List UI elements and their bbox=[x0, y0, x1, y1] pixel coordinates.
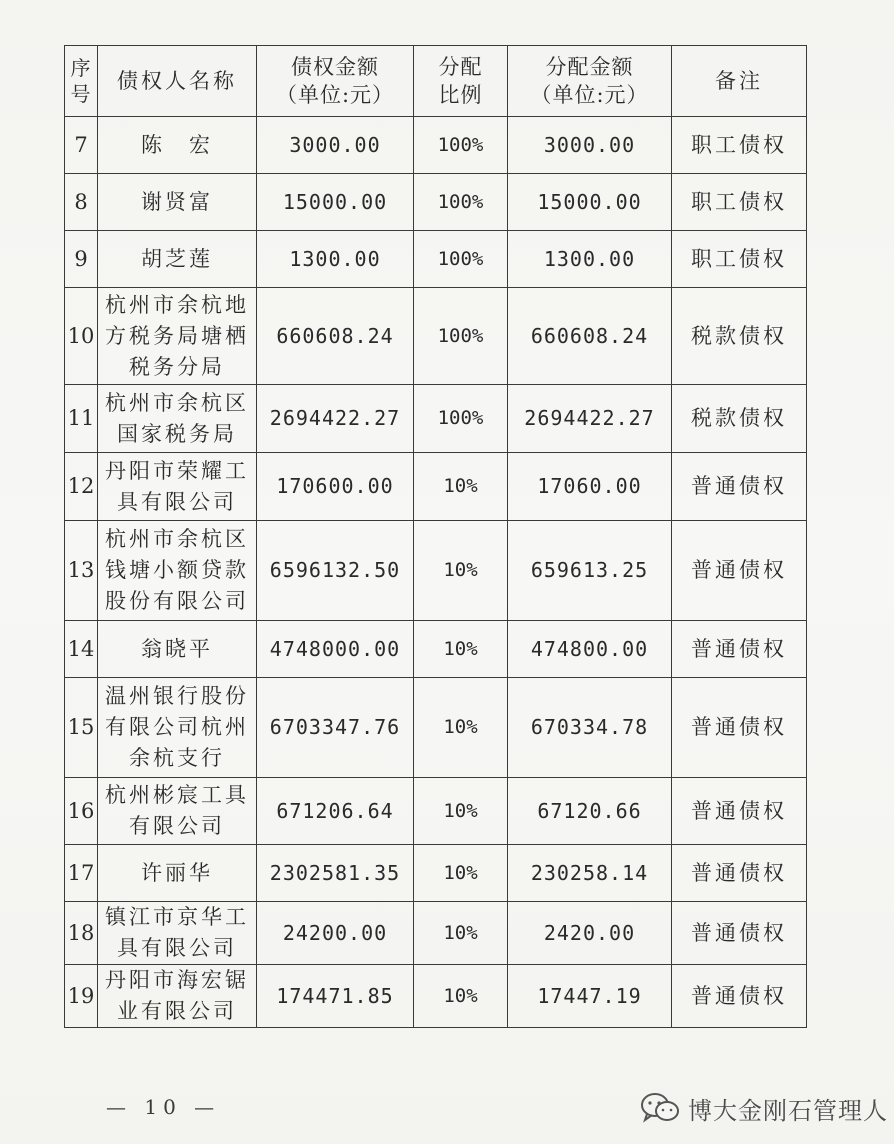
page-number: — 10 — bbox=[106, 1095, 221, 1119]
creditor-name-line: 方税务局塘栖 bbox=[105, 323, 249, 348]
row-seq: 8 bbox=[65, 174, 98, 231]
creditor-name-line: 杭州市余杭区 bbox=[105, 390, 249, 415]
row-note: 普通债权 bbox=[672, 778, 807, 845]
row-distributed-amount: 3000.00 bbox=[508, 117, 672, 174]
creditor-name-line: 杭州市余杭区 bbox=[105, 527, 249, 551]
row-creditor-name bbox=[98, 453, 257, 521]
header-claim-amount-line-2: （单位:元） bbox=[275, 83, 395, 107]
row-seq: 11 bbox=[65, 385, 98, 453]
row-creditor-name bbox=[98, 902, 257, 965]
table-row bbox=[65, 845, 807, 902]
row-seq: 17 bbox=[65, 845, 98, 902]
row-distributed-amount: 2694422.27 bbox=[508, 385, 672, 453]
row-note: 职工债权 bbox=[672, 117, 807, 174]
creditor-name-line: 钱塘小额贷款 bbox=[105, 558, 249, 582]
row-creditor-name bbox=[98, 521, 257, 621]
row-claim-amount: 660608.24 bbox=[257, 288, 414, 385]
header-creditor-name: 债权人名称 bbox=[98, 46, 257, 117]
row-distributed-amount: 659613.25 bbox=[508, 521, 672, 621]
creditor-name-line: 温州银行股份 bbox=[105, 684, 249, 708]
row-distributed-amount: 15000.00 bbox=[508, 174, 672, 231]
row-seq: 10 bbox=[65, 288, 98, 385]
table-row bbox=[65, 521, 807, 621]
creditor-name-line: 丹阳市海宏锯 bbox=[105, 968, 249, 992]
table-row bbox=[65, 621, 807, 678]
table-body bbox=[65, 117, 807, 1028]
row-note: 普通债权 bbox=[672, 678, 807, 778]
header-distributed-amount-line-1: 分配金额 bbox=[545, 55, 634, 79]
row-ratio: 10% bbox=[414, 621, 508, 678]
row-ratio: 10% bbox=[414, 845, 508, 902]
row-note: 税款债权 bbox=[672, 288, 807, 385]
row-claim-amount: 6703347.76 bbox=[257, 678, 414, 778]
header-seq-line-2: 号 bbox=[70, 82, 92, 106]
table-row bbox=[65, 117, 807, 174]
row-creditor-name bbox=[98, 965, 257, 1028]
row-seq: 12 bbox=[65, 453, 98, 521]
row-note: 职工债权 bbox=[672, 174, 807, 231]
row-claim-amount: 170600.00 bbox=[257, 453, 414, 521]
table-row bbox=[65, 385, 807, 453]
creditor-name-line: 杭州彬宸工具 bbox=[105, 783, 249, 807]
row-note: 普通债权 bbox=[672, 521, 807, 621]
row-distributed-amount: 670334.78 bbox=[508, 678, 672, 778]
row-seq: 19 bbox=[65, 965, 98, 1028]
creditor-distribution-table bbox=[64, 45, 807, 1028]
row-distributed-amount: 2420.00 bbox=[508, 902, 672, 965]
table-row bbox=[65, 453, 807, 521]
row-creditor-name bbox=[98, 117, 257, 174]
row-seq: 15 bbox=[65, 678, 98, 778]
creditor-name-line: 股份有限公司 bbox=[105, 589, 249, 613]
row-claim-amount: 671206.64 bbox=[257, 778, 414, 845]
row-claim-amount: 174471.85 bbox=[257, 965, 414, 1028]
creditor-name-line: 丹阳市荣耀工 bbox=[105, 458, 249, 483]
header-distributed-amount bbox=[508, 46, 672, 117]
creditor-name-line: 胡芝莲 bbox=[141, 246, 213, 271]
row-creditor-name bbox=[98, 385, 257, 453]
row-note: 税款债权 bbox=[672, 385, 807, 453]
header-claim-amount-line-1: 债权金额 bbox=[291, 55, 379, 79]
row-distributed-amount: 17060.00 bbox=[508, 453, 672, 521]
row-ratio: 100% bbox=[414, 385, 508, 453]
header-seq bbox=[65, 46, 98, 117]
table-row bbox=[65, 965, 807, 1028]
creditor-name-line: 国家税务局 bbox=[117, 421, 237, 446]
table-header-row bbox=[65, 46, 807, 117]
row-note: 普通债权 bbox=[672, 453, 807, 521]
header-ratio-line-1: 分配 bbox=[438, 55, 483, 79]
row-creditor-name bbox=[98, 845, 257, 902]
creditor-name-line: 翁晓平 bbox=[141, 636, 213, 661]
row-creditor-name bbox=[98, 231, 257, 288]
creditor-name-line: 具有限公司 bbox=[117, 936, 237, 960]
creditor-name-line: 余杭支行 bbox=[129, 746, 225, 770]
row-ratio: 100% bbox=[414, 288, 508, 385]
table-row bbox=[65, 778, 807, 845]
creditor-name-line: 许丽华 bbox=[141, 860, 213, 885]
creditor-name-line: 谢贤富 bbox=[141, 189, 213, 214]
watermark bbox=[640, 1088, 888, 1128]
row-creditor-name bbox=[98, 288, 257, 385]
header-note: 备注 bbox=[672, 46, 807, 117]
row-distributed-amount: 67120.66 bbox=[508, 778, 672, 845]
row-creditor-name bbox=[98, 778, 257, 845]
row-claim-amount: 1300.00 bbox=[257, 231, 414, 288]
row-distributed-amount: 474800.00 bbox=[508, 621, 672, 678]
row-seq: 9 bbox=[65, 231, 98, 288]
header-ratio-line-2: 比例 bbox=[438, 83, 483, 107]
creditor-name-line: 陈 宏 bbox=[141, 132, 213, 157]
row-note: 普通债权 bbox=[672, 965, 807, 1028]
row-ratio: 10% bbox=[414, 678, 508, 778]
creditor-name-line: 具有限公司 bbox=[117, 489, 237, 514]
row-ratio: 100% bbox=[414, 174, 508, 231]
creditor-name-line: 杭州市余杭地 bbox=[105, 292, 249, 317]
table-row bbox=[65, 174, 807, 231]
creditor-name-line: 有限公司 bbox=[129, 814, 225, 838]
row-seq: 13 bbox=[65, 521, 98, 621]
row-distributed-amount: 230258.14 bbox=[508, 845, 672, 902]
row-seq: 14 bbox=[65, 621, 98, 678]
row-seq: 18 bbox=[65, 902, 98, 965]
row-distributed-amount: 660608.24 bbox=[508, 288, 672, 385]
row-ratio: 10% bbox=[414, 902, 508, 965]
watermark-text: 博大金刚石管理人 bbox=[688, 1096, 888, 1125]
row-claim-amount: 2302581.35 bbox=[257, 845, 414, 902]
wechat-icon bbox=[640, 1092, 680, 1124]
row-note: 普通债权 bbox=[672, 621, 807, 678]
row-ratio: 10% bbox=[414, 453, 508, 521]
row-distributed-amount: 17447.19 bbox=[508, 965, 672, 1028]
table-row bbox=[65, 678, 807, 778]
row-note: 普通债权 bbox=[672, 845, 807, 902]
row-ratio: 100% bbox=[414, 117, 508, 174]
header-distributed-amount-line-2: （单位:元） bbox=[530, 83, 649, 107]
row-claim-amount: 24200.00 bbox=[257, 902, 414, 965]
row-creditor-name bbox=[98, 621, 257, 678]
row-claim-amount: 2694422.27 bbox=[257, 385, 414, 453]
row-ratio: 100% bbox=[414, 231, 508, 288]
table-row bbox=[65, 231, 807, 288]
row-ratio: 10% bbox=[414, 965, 508, 1028]
row-note: 职工债权 bbox=[672, 231, 807, 288]
creditor-name-line: 镇江市京华工 bbox=[105, 905, 249, 929]
header-claim-amount bbox=[257, 46, 414, 117]
creditor-name-line: 业有限公司 bbox=[117, 999, 237, 1023]
row-claim-amount: 15000.00 bbox=[257, 174, 414, 231]
row-claim-amount: 4748000.00 bbox=[257, 621, 414, 678]
row-creditor-name bbox=[98, 174, 257, 231]
table-row bbox=[65, 902, 807, 965]
row-claim-amount: 6596132.50 bbox=[257, 521, 414, 621]
row-seq: 16 bbox=[65, 778, 98, 845]
header-ratio bbox=[414, 46, 508, 117]
row-ratio: 10% bbox=[414, 521, 508, 621]
row-ratio: 10% bbox=[414, 778, 508, 845]
row-seq: 7 bbox=[65, 117, 98, 174]
row-distributed-amount: 1300.00 bbox=[508, 231, 672, 288]
row-creditor-name bbox=[98, 678, 257, 778]
row-note: 普通债权 bbox=[672, 902, 807, 965]
row-claim-amount: 3000.00 bbox=[257, 117, 414, 174]
header-seq-line-1: 序 bbox=[70, 56, 92, 80]
creditor-name-line: 税务分局 bbox=[129, 354, 225, 379]
creditor-name-line: 有限公司杭州 bbox=[105, 715, 249, 739]
table-row bbox=[65, 288, 807, 385]
